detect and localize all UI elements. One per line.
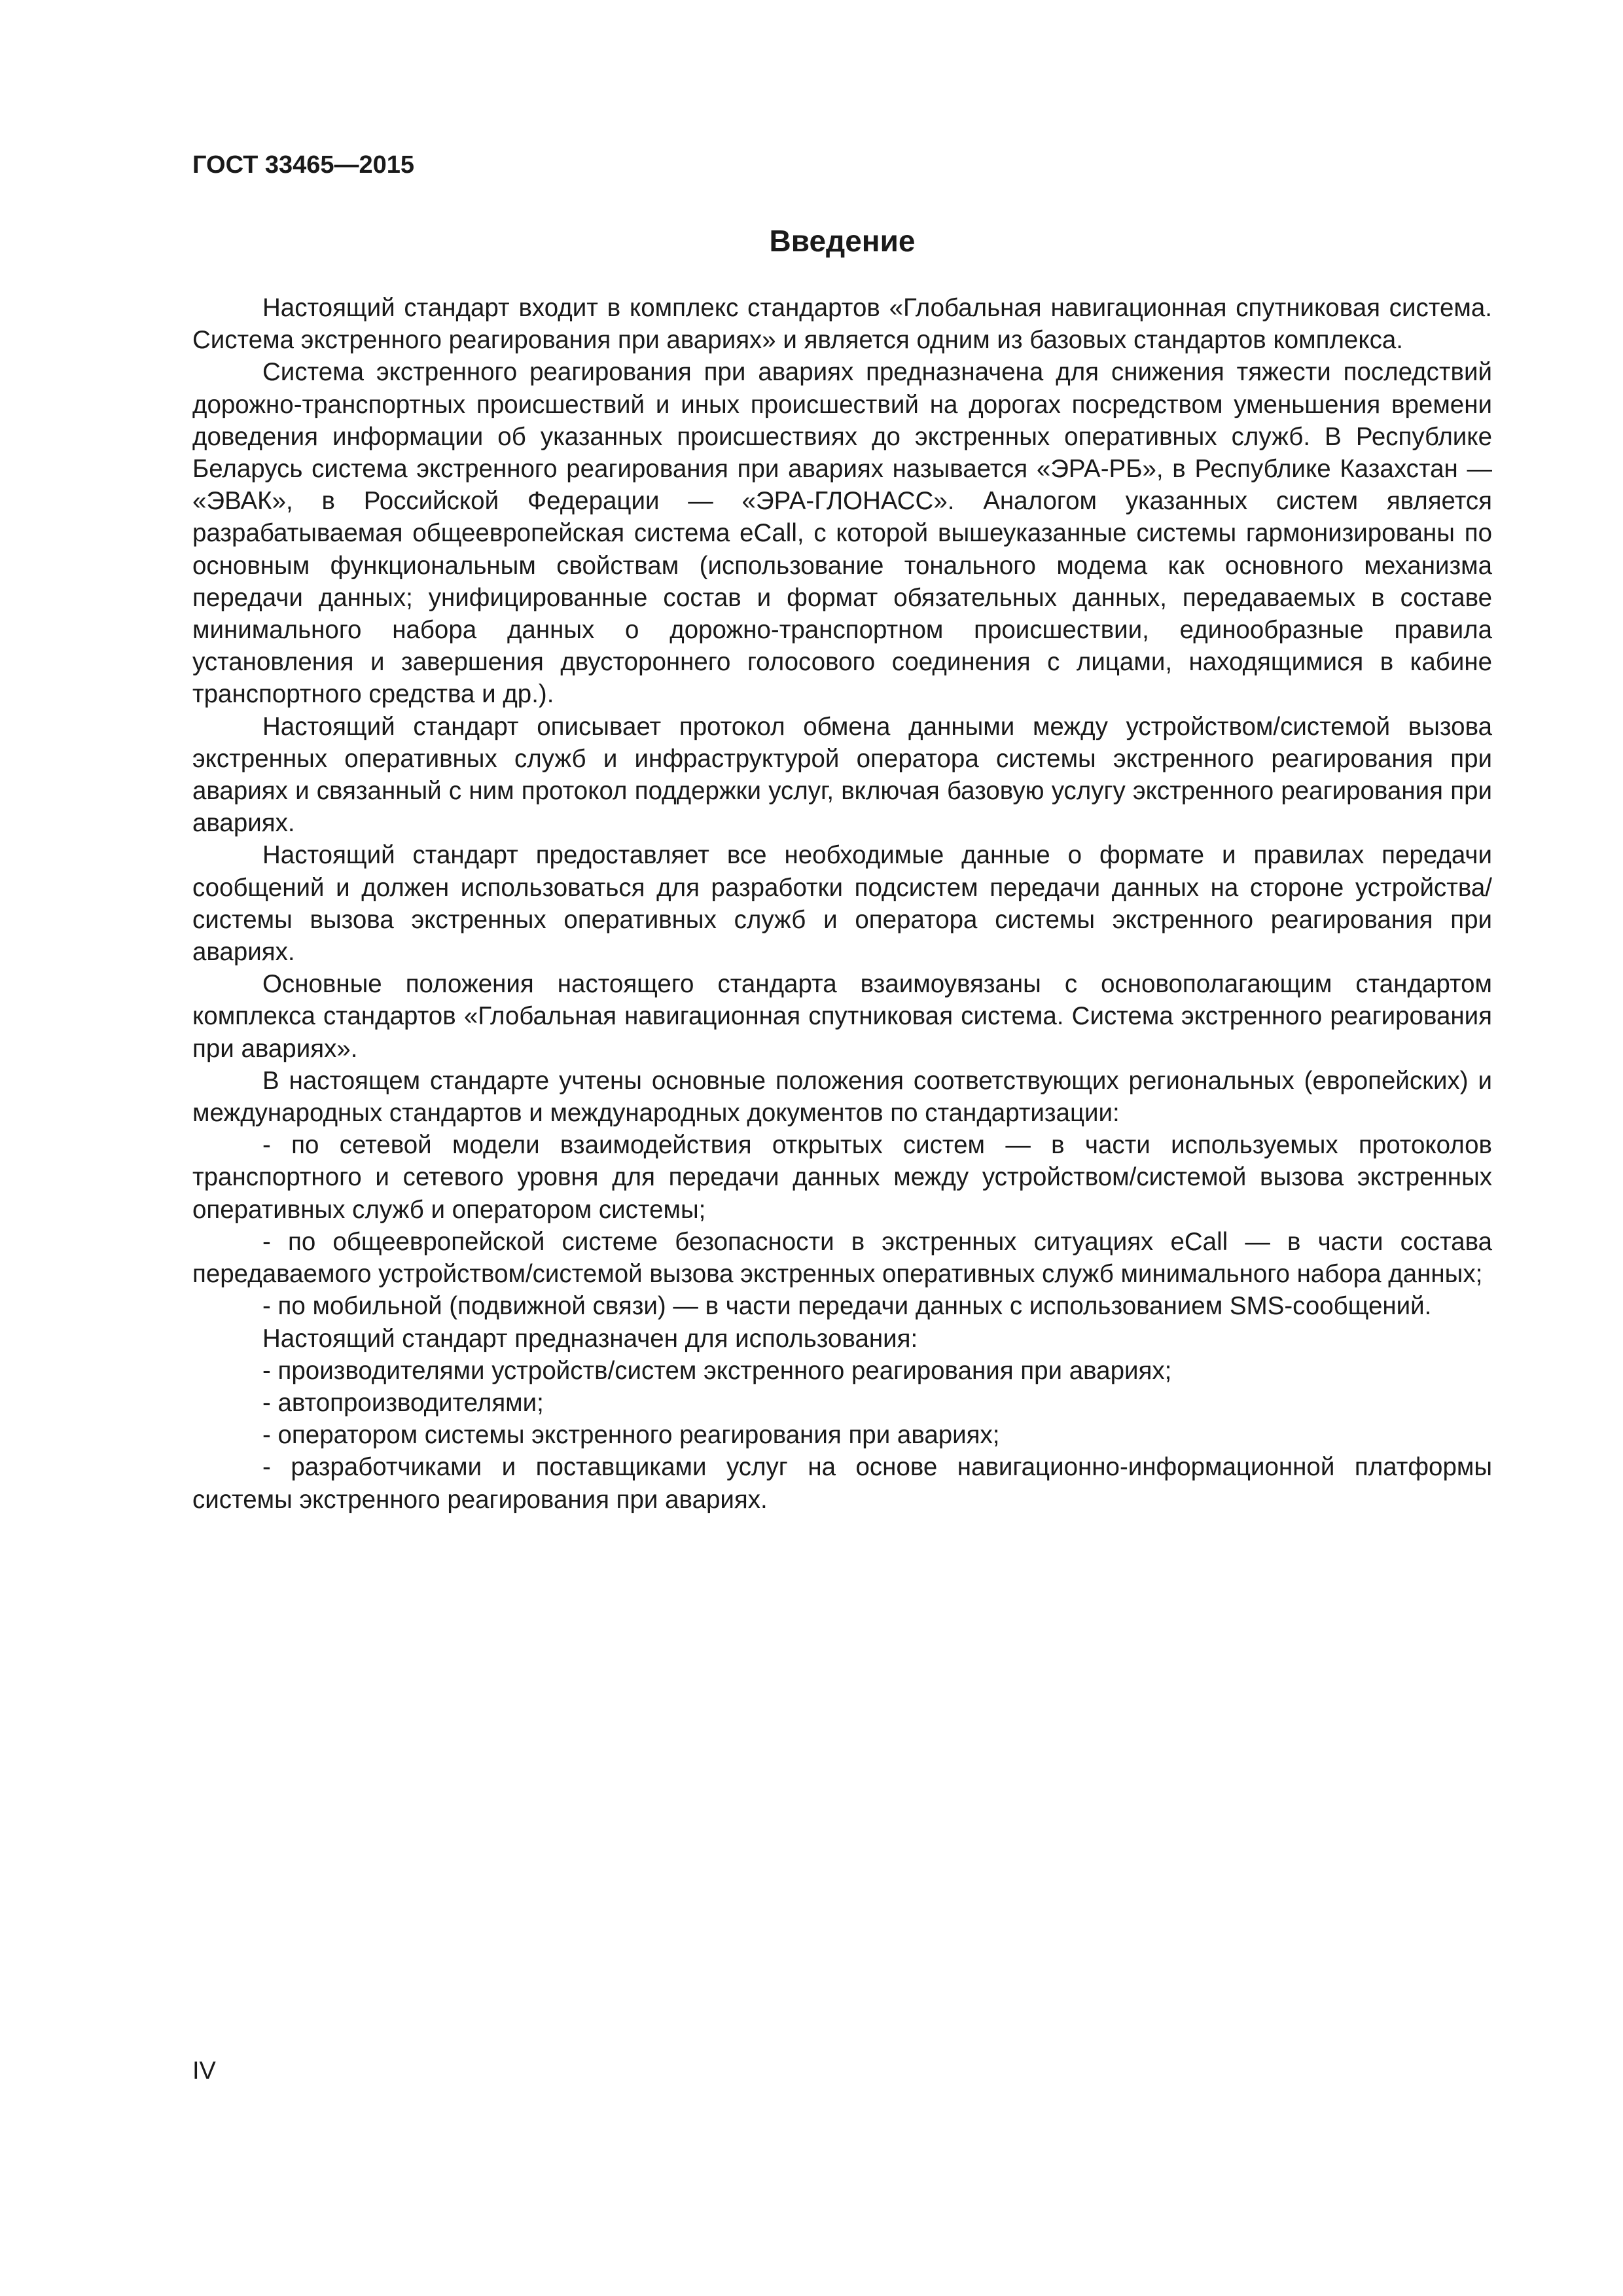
list-item: - производителями устройств/систем экстренного реагирования при авариях; <box>262 1356 1172 1385</box>
list-item: - разработчиками и поставщиками услуг на основе навигационно-информационной платформы системы экстренного реагирования при авариях. <box>192 1453 1492 1514</box>
document-code: ГОСТ 33465—2015 <box>192 151 415 179</box>
paragraph: Настоящий стандарт предоставляет все необходимые данные о формате и правилах передачи сообщений и должен использоваться для разработки подсистем передачи данных на стороне устройства/системы вызова экстренных оперативных служб и оператора системы экстренного реагирования при авариях. <box>192 841 1492 967</box>
list-item: - по общеевропейской системе безопасности в экстренных ситуациях eCall — в части состава передаваемого устройством/системой вызова экстренных оперативных служб минимального набора данных; <box>192 1227 1492 1289</box>
paragraph: Система экстренного реагирования при авариях предназначена для снижения тяжести последствий дорожно-транспортных происшествий и иных происшествий на дорогах посредством уменьшения времени доведения информации об указанных происшествиях до экстренных оперативных служб. В Республике Беларусь система экстренного реагирования при авариях называется «ЭРА-РБ», в Республике Казахстан — «ЭВАК», в Российской Федерации — «ЭРА-ГЛОНАСС». Аналогом указанных систем является разрабатываемая общеевропейская система eCall, с которой вышеуказанные системы гармонизированы по основным функциональным свойствам (использование тонального модема как основного механизма передачи данных; унифицированные состав и формат обязательных данных, передаваемых в составе минимального набора данных о дорожно-транспортном происшествии, единообразные правила установления и завершения двустороннего голосового соединения с лицами, находящимися в кабине транспортного средства и др.). <box>192 358 1492 709</box>
list-item: - по мобильной (подвижной связи) — в части передачи данных с использованием SMS-сообщений. <box>262 1292 1432 1321</box>
section-title: Введение <box>769 224 916 258</box>
paragraph: Настоящий стандарт описывает протокол обмена данными между устройством/системой вызова экстренных оперативных служб и инфраструктурой оператора системы экстренного реагирования при авариях и связанный с ним протокол поддержки услуг, включая базовую услугу экстренного реагирования при авариях. <box>192 712 1492 838</box>
list-item: - автопроизводителями; <box>262 1388 544 1417</box>
paragraph: Основные положения настоящего стандарта взаимоувязаны с основополагающим стандартом комплекса стандартов «Глобальная навигационная спутниковая система. Система экстренного реагирования при авариях». <box>192 970 1492 1063</box>
list-item: - по сетевой модели взаимодействия открытых систем — в части используемых протоколов транспортного и сетевого уровня для передачи данных между устройством/системой вызова экстренных оперативных служб и оператором системы; <box>192 1131 1492 1224</box>
paragraph: В настоящем стандарте учтены основные положения соответствующих региональных (европейских) и международных стандартов и международных документов по стандартизации: <box>192 1066 1492 1128</box>
body-text <box>192 292 1492 1516</box>
page-number: IV <box>192 2057 216 2085</box>
list-item: - оператором системы экстренного реагирования при авариях; <box>262 1421 1000 1450</box>
paragraph: Настоящий стандарт входит в комплекс стандартов «Глобальная навигационная спутниковая система. Система экстренного реагирования при авариях» и является одним из базовых стандартов комплекса. <box>192 294 1492 355</box>
paragraph: Настоящий стандарт предназначен для использования: <box>262 1324 918 1353</box>
